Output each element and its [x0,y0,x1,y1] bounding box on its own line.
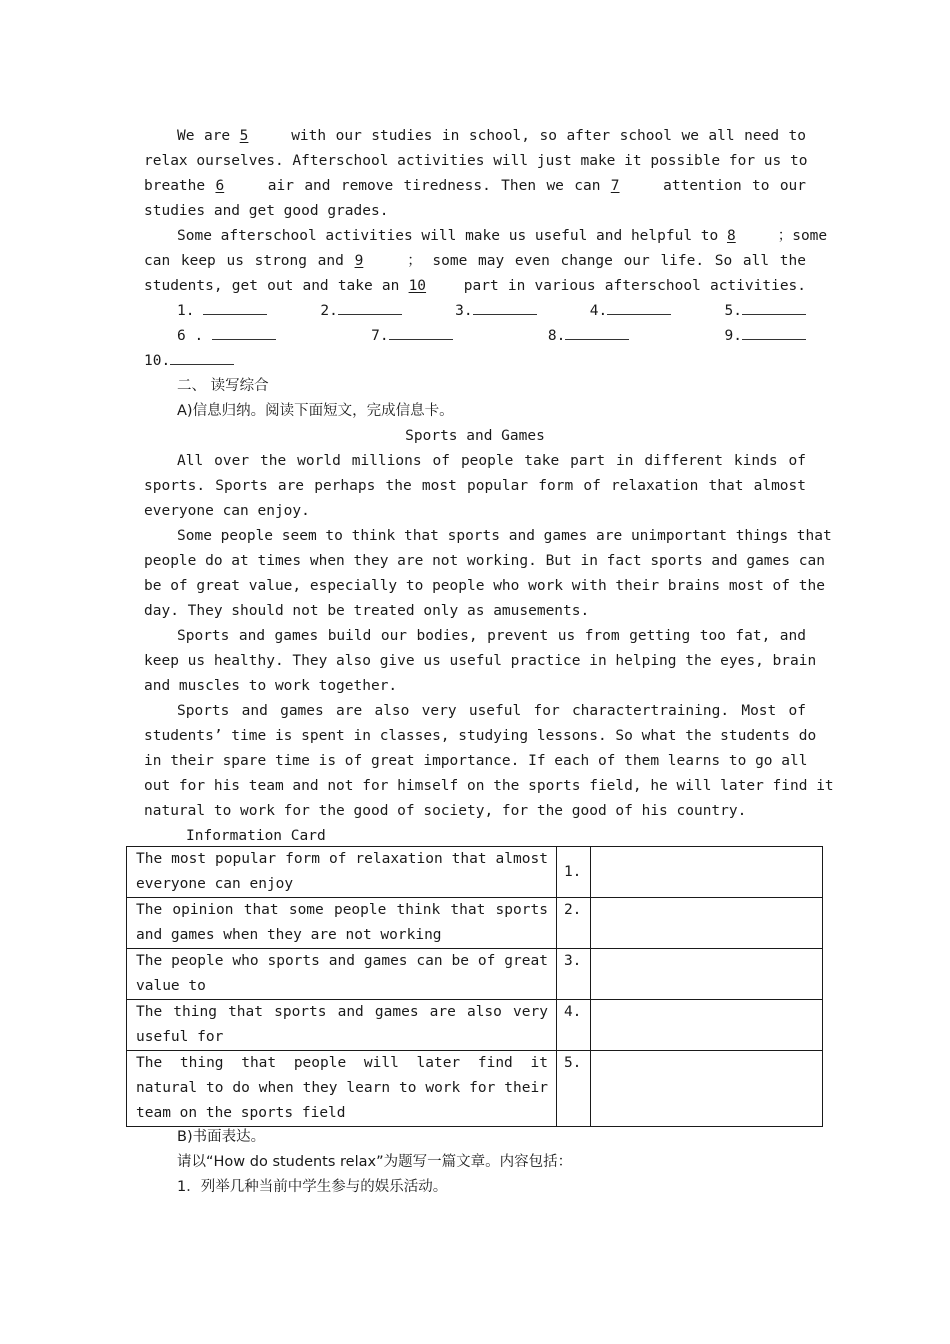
passage-line: people do at times when they are not working. But in fact sports and games can [144,553,825,569]
passage-title: Sports and Games [405,428,545,444]
cloze-line: can keep us strong and 9 ； some may even change our life. So all the [144,249,806,274]
blank-8[interactable]: 8 [726,228,736,244]
answer-row [144,299,806,324]
blank-9[interactable]: 9 [354,253,364,269]
cloze-line: Some afterschool activities will make us useful and helpful to 8 ；some [144,224,806,249]
row-label: The thing that sports and games are also very useful for [127,1000,557,1051]
passage-line: and muscles to work together. [144,678,398,694]
answer-slot[interactable]: 10. [144,353,234,369]
row-number: 4. [556,1000,590,1051]
writing-task [144,1125,806,1200]
answer-row [144,349,806,374]
answer-cell[interactable] [591,847,823,898]
answer-cell[interactable] [591,949,823,1000]
passage-line: Sports and games are also very useful for charactertraining. Most of [177,703,806,719]
row-number: 2. [556,898,590,949]
passage-line: All over the world millions of people take part in different kinds of [177,453,806,469]
information-card-table [126,846,823,1127]
answer-cell[interactable] [591,1000,823,1051]
cloze-line: students, get out and take an 10 part in various afterschool activities. [144,274,806,299]
answer-slot[interactable]: 7. [371,324,452,349]
cloze-line: breathe 6 air and remove tiredness. Then we can 7 attention to our [144,174,806,199]
card-title: Information Card [186,828,326,844]
cloze-and-reading [144,124,834,849]
table-row [127,949,823,1000]
part-b-instruction: B)书面表达。 [177,1129,266,1145]
blank-10[interactable]: 10 [408,278,427,294]
row-label: The people who sports and games can be of great value to [127,949,557,1000]
part-a-instruction: A)信息归纳。阅读下面短文，完成信息卡。 [177,403,454,419]
section-heading: 二、 读写综合 [177,378,269,394]
passage-line: out for his team and not for himself on the sports field, he will later find it [144,778,834,794]
passage-line: natural to work for the good of society, for the good of his country. [144,803,747,819]
answer-slot[interactable]: 6 . [177,324,276,349]
row-number: 5. [556,1051,590,1127]
answer-slot[interactable]: 4. [590,299,671,324]
passage-line: everyone can enjoy. [144,503,310,519]
row-number: 1. [556,847,590,898]
writing-item: 1．列举几种当前中学生参与的娱乐活动。 [177,1179,448,1195]
answer-slot[interactable]: 2. [320,299,401,324]
row-label: The most popular form of relaxation that almost everyone can enjoy [127,847,557,898]
passage-line: Some people seem to think that sports and games are unimportant things that [177,528,832,544]
blank-6[interactable]: 6 [215,178,225,194]
answer-slot[interactable]: 1. [177,299,267,324]
answer-slot[interactable]: 9. [725,324,806,349]
row-label: The opinion that some people think that sports and games when they are not working [127,898,557,949]
blank-5[interactable]: 5 [239,128,249,144]
passage-line: sports. Sports are perhaps the most popular form of relaxation that almost [144,478,806,494]
passage-line: be of great value, especially to people who work with their brains most of the [144,578,825,594]
cloze-line: We are 5 with our studies in school, so after school we all need to [144,124,806,149]
blank-7[interactable]: 7 [610,178,620,194]
passage-line: students’ time is spent in classes, studying lessons. So what the students do [144,728,817,744]
writing-prompt: 请以“How do students relax”为题写一篇文章。内容包括： [177,1154,573,1170]
cloze-line: studies and get good grades. [144,203,389,219]
table-row [127,847,823,898]
table-row [127,898,823,949]
answer-slot[interactable]: 8. [548,324,629,349]
answer-slot[interactable]: 5. [724,299,805,324]
answer-slot[interactable]: 3. [455,299,536,324]
answer-cell[interactable] [591,898,823,949]
row-label: The thing that people will later find it natural to do when they learn to work for their team on the sports field [127,1051,557,1127]
passage-line: keep us healthy. They also give us useful practice in helping the eyes, brain [144,653,817,669]
cloze-line: relax ourselves. Afterschool activities will just make it possible for us to [144,153,808,169]
row-number: 3. [556,949,590,1000]
table-row [127,1000,823,1051]
passage-line: in their spare time is of great importance. If each of them learns to go all [144,753,808,769]
table-row [127,1051,823,1127]
passage-line: Sports and games build our bodies, prevent us from getting too fat, and [177,628,806,644]
answer-row [144,324,806,349]
answer-cell[interactable] [591,1051,823,1127]
passage-line: day. They should not be treated only as amusements. [144,603,590,619]
